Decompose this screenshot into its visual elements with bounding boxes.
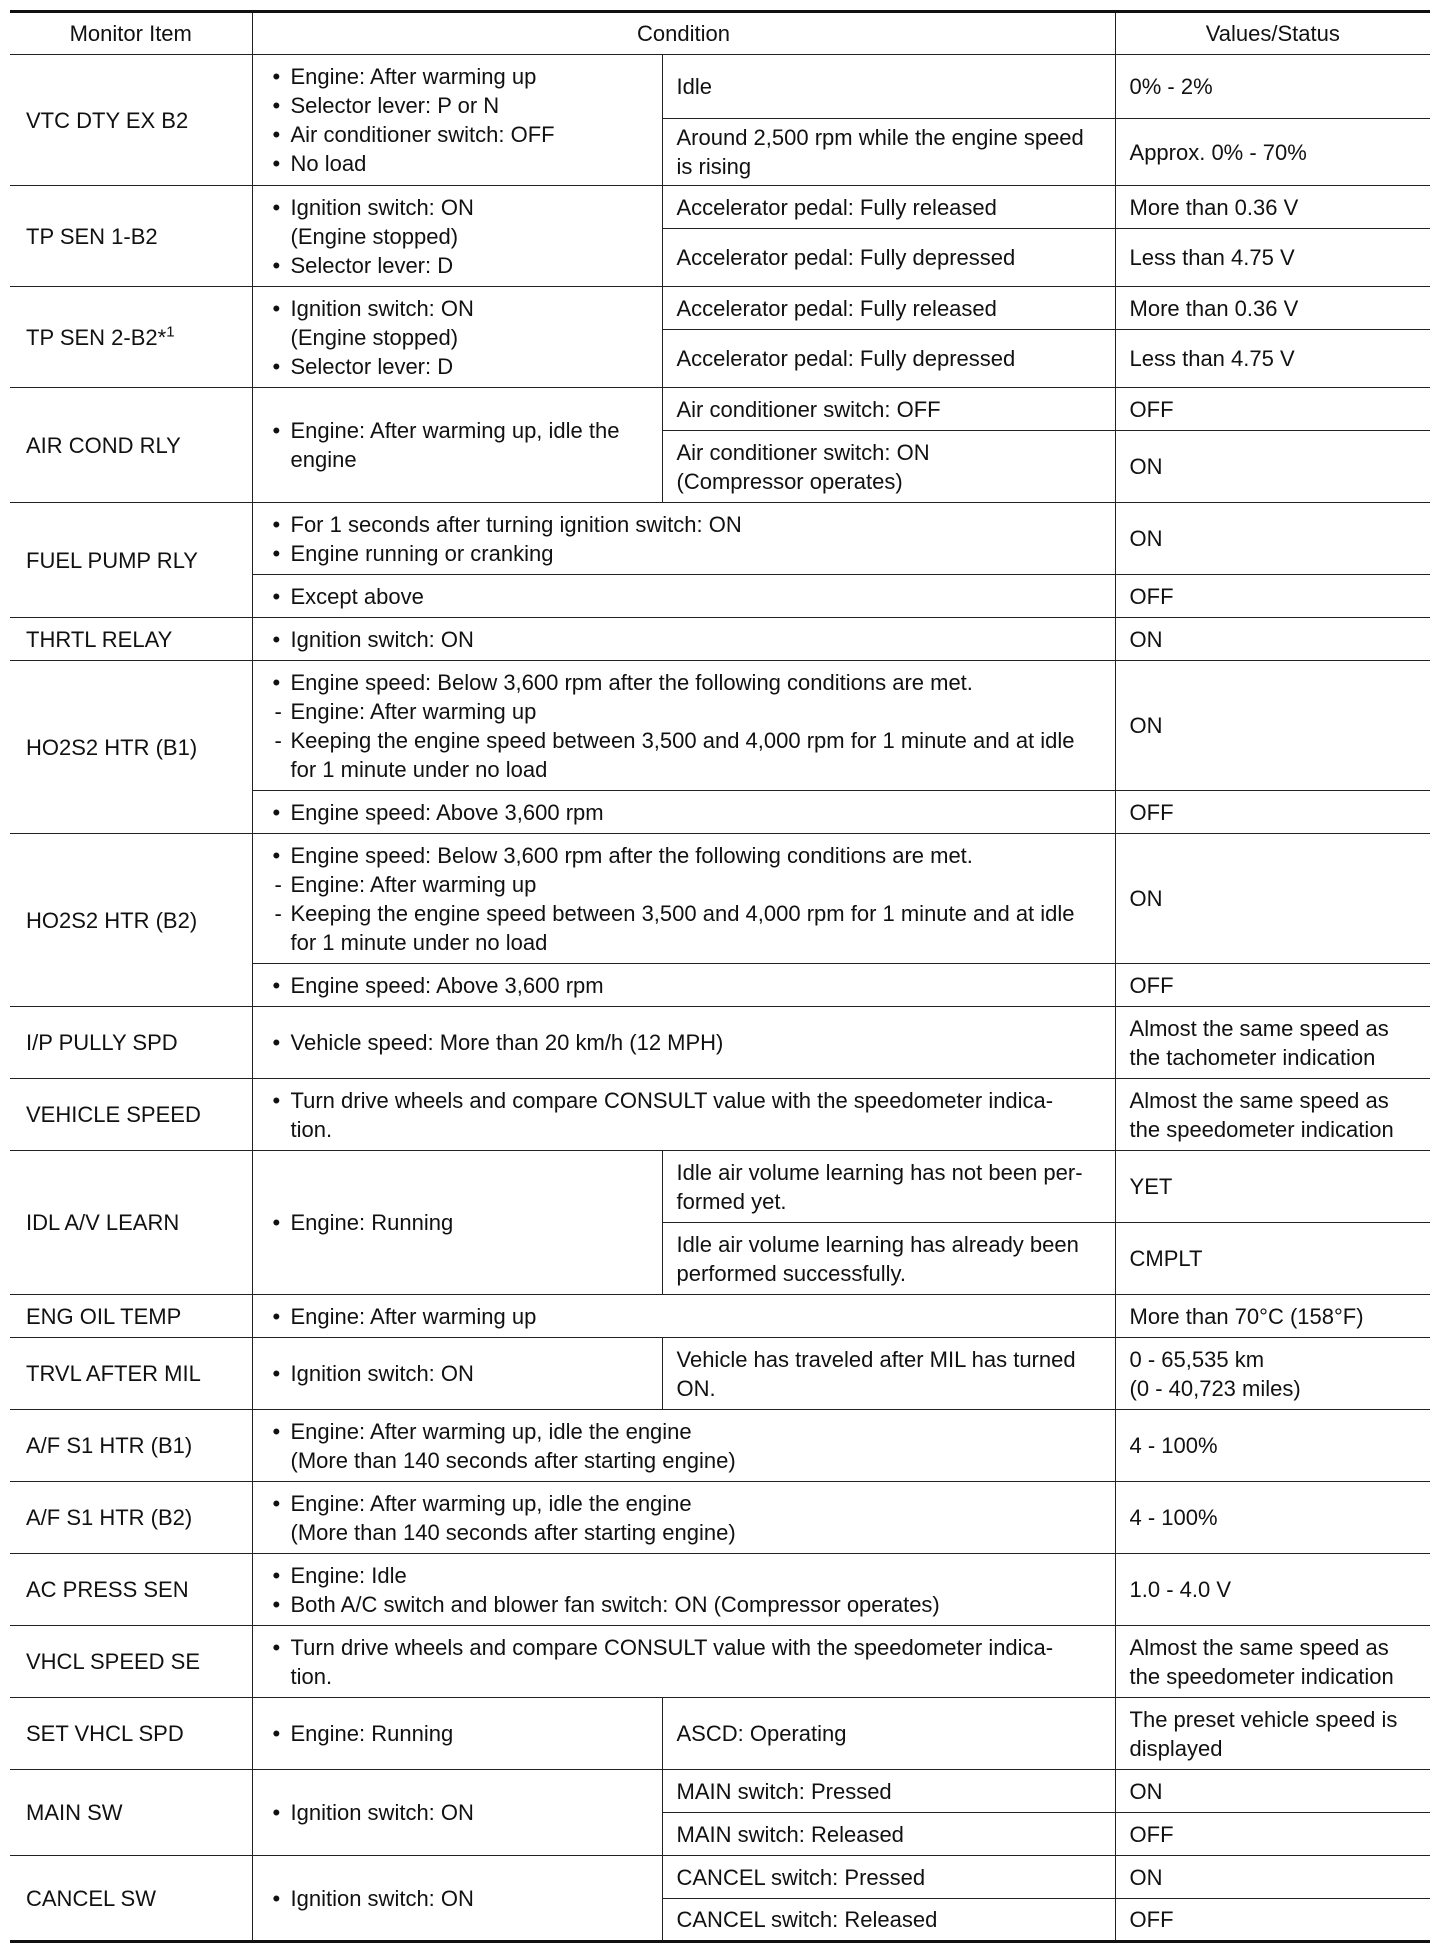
condition-line: (More than 140 seconds after starting engine): [290, 1519, 736, 1545]
condition-cell: [252, 1295, 1115, 1338]
monitor-item: VEHICLE SPEED: [10, 1079, 252, 1151]
monitor-item: A/F S1 HTR (B2): [10, 1482, 252, 1554]
value-cell: [1115, 1338, 1430, 1410]
condition-cell: [252, 964, 1115, 1007]
sub-condition: CANCEL switch: Pressed: [662, 1856, 1115, 1899]
table-row: [10, 1554, 1430, 1626]
condition-line: • Engine speed: Below 3,600 rpm after the following conditions are met.: [267, 668, 1101, 697]
sub-condition: Accelerator pedal: Fully released: [662, 287, 1115, 330]
condition-line: • Engine speed: Below 3,600 rpm after the following conditions are met.: [267, 841, 1101, 870]
condition-cell: [252, 1482, 1115, 1554]
value-cell: ON: [1115, 431, 1430, 503]
monitor-item: ENG OIL TEMP: [10, 1295, 252, 1338]
value-cell: CMPLT: [1115, 1223, 1430, 1295]
condition-line: • Engine: After warming up: [267, 62, 648, 91]
value-cell: ON: [1115, 1856, 1430, 1899]
monitor-item: A/F S1 HTR (B1): [10, 1410, 252, 1482]
value-cell: More than 70°C (158°F): [1115, 1295, 1430, 1338]
monitor-item: TP SEN 1-B2: [10, 186, 252, 287]
monitor-item: VTC DTY EX B2: [10, 55, 252, 186]
monitor-item: HO2S2 HTR (B2): [10, 834, 252, 1007]
condition-line: (Engine stopped): [290, 223, 459, 249]
value-cell: OFF: [1115, 791, 1430, 834]
table-row: [10, 1007, 1430, 1079]
condition-cell: [252, 1554, 1115, 1626]
condition-cell: [252, 1856, 662, 1942]
table-row: [10, 287, 1430, 330]
condition-line: • Engine: After warming up: [267, 1302, 1101, 1331]
condition-line: • Ignition switch: ON: [267, 294, 648, 323]
value-cell: 4 - 100%: [1115, 1410, 1430, 1482]
value-cell: 4 - 100%: [1115, 1482, 1430, 1554]
table-row: [10, 1770, 1430, 1813]
value-cell: OFF: [1115, 964, 1430, 1007]
footnote-marker: 1: [166, 323, 175, 341]
condition-line: • Ignition switch: ON: [267, 1359, 648, 1388]
condition-cell: [252, 791, 1115, 834]
value-line: 0 - 65,535 km: [1129, 1346, 1265, 1372]
table-row: [10, 661, 1430, 791]
monitor-item: AIR COND RLY: [10, 388, 252, 503]
monitor-table: [10, 10, 1430, 1943]
monitor-item: CANCEL SW: [10, 1856, 252, 1942]
condition-line: • Vehicle speed: More than 20 km/h (12 MPH): [267, 1028, 1101, 1057]
table-row: [10, 834, 1430, 964]
condition-line: • Engine: After warming up, idle the engine: [267, 1417, 1101, 1446]
table-row: [10, 1856, 1430, 1899]
condition-line: (Engine stopped): [290, 324, 459, 350]
table-row: [10, 186, 1430, 229]
value-cell: Almost the same speed as the tachometer indication: [1115, 1007, 1430, 1079]
monitor-item-label: TP SEN 2-B2*: [26, 324, 167, 350]
sub-condition: MAIN switch: Released: [662, 1813, 1115, 1856]
condition-line: • Engine running or cranking: [267, 539, 1101, 568]
condition-line: • Air conditioner switch: OFF: [267, 120, 648, 149]
monitor-item: FUEL PUMP RLY: [10, 503, 252, 618]
condition-line: • Both A/C switch and blower fan switch: ON (Compressor operates): [267, 1590, 1101, 1619]
value-line: (0 - 40,723 miles): [1129, 1375, 1301, 1401]
condition-line: • Engine: Idle: [267, 1561, 1101, 1590]
sub-condition: Accelerator pedal: Fully released: [662, 186, 1115, 229]
monitor-item: TRVL AFTER MIL: [10, 1338, 252, 1410]
condition-cell: [252, 55, 662, 186]
value-cell: Less than 4.75 V: [1115, 229, 1430, 287]
table-row: [10, 1482, 1430, 1554]
table-row: [10, 1151, 1430, 1223]
sub-condition: Around 2,500 rpm while the engine speed is rising: [662, 119, 1115, 186]
monitor-item: [10, 287, 252, 388]
value-cell: The preset vehicle speed is displayed: [1115, 1698, 1430, 1770]
condition-cell: [252, 834, 1115, 964]
monitor-item: VHCL SPEED SE: [10, 1626, 252, 1698]
sub-condition: [662, 431, 1115, 503]
table-row: [10, 503, 1430, 575]
condition-cell: [252, 388, 662, 503]
sub-condition-line: Air conditioner switch: ON: [676, 439, 930, 465]
header-monitor-item: Monitor Item: [10, 12, 252, 55]
condition-line: (More than 140 seconds after starting engine): [290, 1447, 736, 1473]
condition-line: - Keeping the engine speed between 3,500 and 4,000 rpm for 1 minute and at idle for 1 minute under no load: [267, 726, 1101, 784]
value-cell: 0% - 2%: [1115, 55, 1430, 119]
value-cell: Less than 4.75 V: [1115, 330, 1430, 388]
condition-line: • No load: [267, 149, 648, 178]
condition-cell: [252, 1338, 662, 1410]
condition-cell: [252, 503, 1115, 575]
value-cell: 1.0 - 4.0 V: [1115, 1554, 1430, 1626]
condition-line: • Engine: Running: [267, 1719, 648, 1748]
table-row: [10, 618, 1430, 661]
sub-condition-line: (Compressor operates): [676, 468, 903, 494]
condition-cell: [252, 618, 1115, 661]
condition-cell: [252, 1007, 1115, 1079]
value-cell: Almost the same speed as the speedometer indication: [1115, 1626, 1430, 1698]
table-row: [10, 55, 1430, 119]
condition-line: • Engine: After warming up, idle the engine: [267, 416, 648, 474]
condition-line: • Ignition switch: ON: [267, 625, 1101, 654]
condition-line: • Engine: Running: [267, 1208, 648, 1237]
condition-cell: [252, 1079, 1115, 1151]
condition-cell: [252, 1698, 662, 1770]
condition-cell: [252, 661, 1115, 791]
condition-cell: [252, 575, 1115, 618]
condition-line: • Selector lever: D: [267, 251, 648, 280]
sub-condition: Accelerator pedal: Fully depressed: [662, 330, 1115, 388]
condition-cell: [252, 1151, 662, 1295]
table-row: [10, 388, 1430, 431]
condition-line: - Engine: After warming up: [267, 697, 1101, 726]
condition-line: - Keeping the engine speed between 3,500 and 4,000 rpm for 1 minute and at idle for 1 minute under no load: [267, 899, 1101, 957]
monitor-item: THRTL RELAY: [10, 618, 252, 661]
sub-condition: Idle air volume learning has already been performed successfully.: [662, 1223, 1115, 1295]
value-cell: OFF: [1115, 1813, 1430, 1856]
condition-line: • Except above: [267, 582, 1101, 611]
sub-condition: Idle air volume learning has not been per- formed yet.: [662, 1151, 1115, 1223]
condition-line: • Engine speed: Above 3,600 rpm: [267, 798, 1101, 827]
table-row: [10, 1338, 1430, 1410]
monitor-item: MAIN SW: [10, 1770, 252, 1856]
sub-condition: Air conditioner switch: OFF: [662, 388, 1115, 431]
sub-condition: Accelerator pedal: Fully depressed: [662, 229, 1115, 287]
condition-line: • For 1 seconds after turning ignition switch: ON: [267, 510, 1101, 539]
header-row: [10, 12, 1430, 55]
value-cell: ON: [1115, 618, 1430, 661]
condition-line: • Ignition switch: ON: [267, 1798, 648, 1827]
condition-cell: [252, 1770, 662, 1856]
condition-line: • Selector lever: P or N: [267, 91, 648, 120]
condition-line: - Engine: After warming up: [267, 870, 1101, 899]
monitor-item: HO2S2 HTR (B1): [10, 661, 252, 834]
monitor-item: I/P PULLY SPD: [10, 1007, 252, 1079]
value-cell: ON: [1115, 503, 1430, 575]
value-cell: ON: [1115, 661, 1430, 791]
monitor-item: AC PRESS SEN: [10, 1554, 252, 1626]
condition-cell: [252, 1410, 1115, 1482]
condition-line: • Turn drive wheels and compare CONSULT value with the speedometer indica- tion.: [267, 1633, 1101, 1691]
value-cell: More than 0.36 V: [1115, 287, 1430, 330]
table-row: [10, 1410, 1430, 1482]
header-values-status: Values/Status: [1115, 12, 1430, 55]
sub-condition: MAIN switch: Pressed: [662, 1770, 1115, 1813]
sub-condition: ASCD: Operating: [662, 1698, 1115, 1770]
value-cell: OFF: [1115, 1899, 1430, 1942]
value-cell: ON: [1115, 1770, 1430, 1813]
table-row: [10, 1079, 1430, 1151]
condition-line: • Engine: After warming up, idle the engine: [267, 1489, 1101, 1518]
sub-condition: Vehicle has traveled after MIL has turned ON.: [662, 1338, 1115, 1410]
condition-cell: [252, 1626, 1115, 1698]
value-cell: OFF: [1115, 388, 1430, 431]
table-row: [10, 1698, 1430, 1770]
condition-cell: [252, 287, 662, 388]
value-cell: Almost the same speed as the speedometer indication: [1115, 1079, 1430, 1151]
condition-line: • Ignition switch: ON: [267, 193, 648, 222]
header-condition: Condition: [252, 12, 1115, 55]
condition-line: • Turn drive wheels and compare CONSULT value with the speedometer indica- tion.: [267, 1086, 1101, 1144]
table-row: [10, 1626, 1430, 1698]
condition-line: • Engine speed: Above 3,600 rpm: [267, 971, 1101, 1000]
value-cell: ON: [1115, 834, 1430, 964]
value-cell: YET: [1115, 1151, 1430, 1223]
value-cell: More than 0.36 V: [1115, 186, 1430, 229]
condition-cell: [252, 186, 662, 287]
condition-line: • Selector lever: D: [267, 352, 648, 381]
value-cell: Approx. 0% - 70%: [1115, 119, 1430, 186]
value-cell: OFF: [1115, 575, 1430, 618]
sub-condition: Idle: [662, 55, 1115, 119]
sub-condition: CANCEL switch: Released: [662, 1899, 1115, 1942]
condition-line: • Ignition switch: ON: [267, 1884, 648, 1913]
monitor-item: IDL A/V LEARN: [10, 1151, 252, 1295]
monitor-item: SET VHCL SPD: [10, 1698, 252, 1770]
table-row: [10, 1295, 1430, 1338]
